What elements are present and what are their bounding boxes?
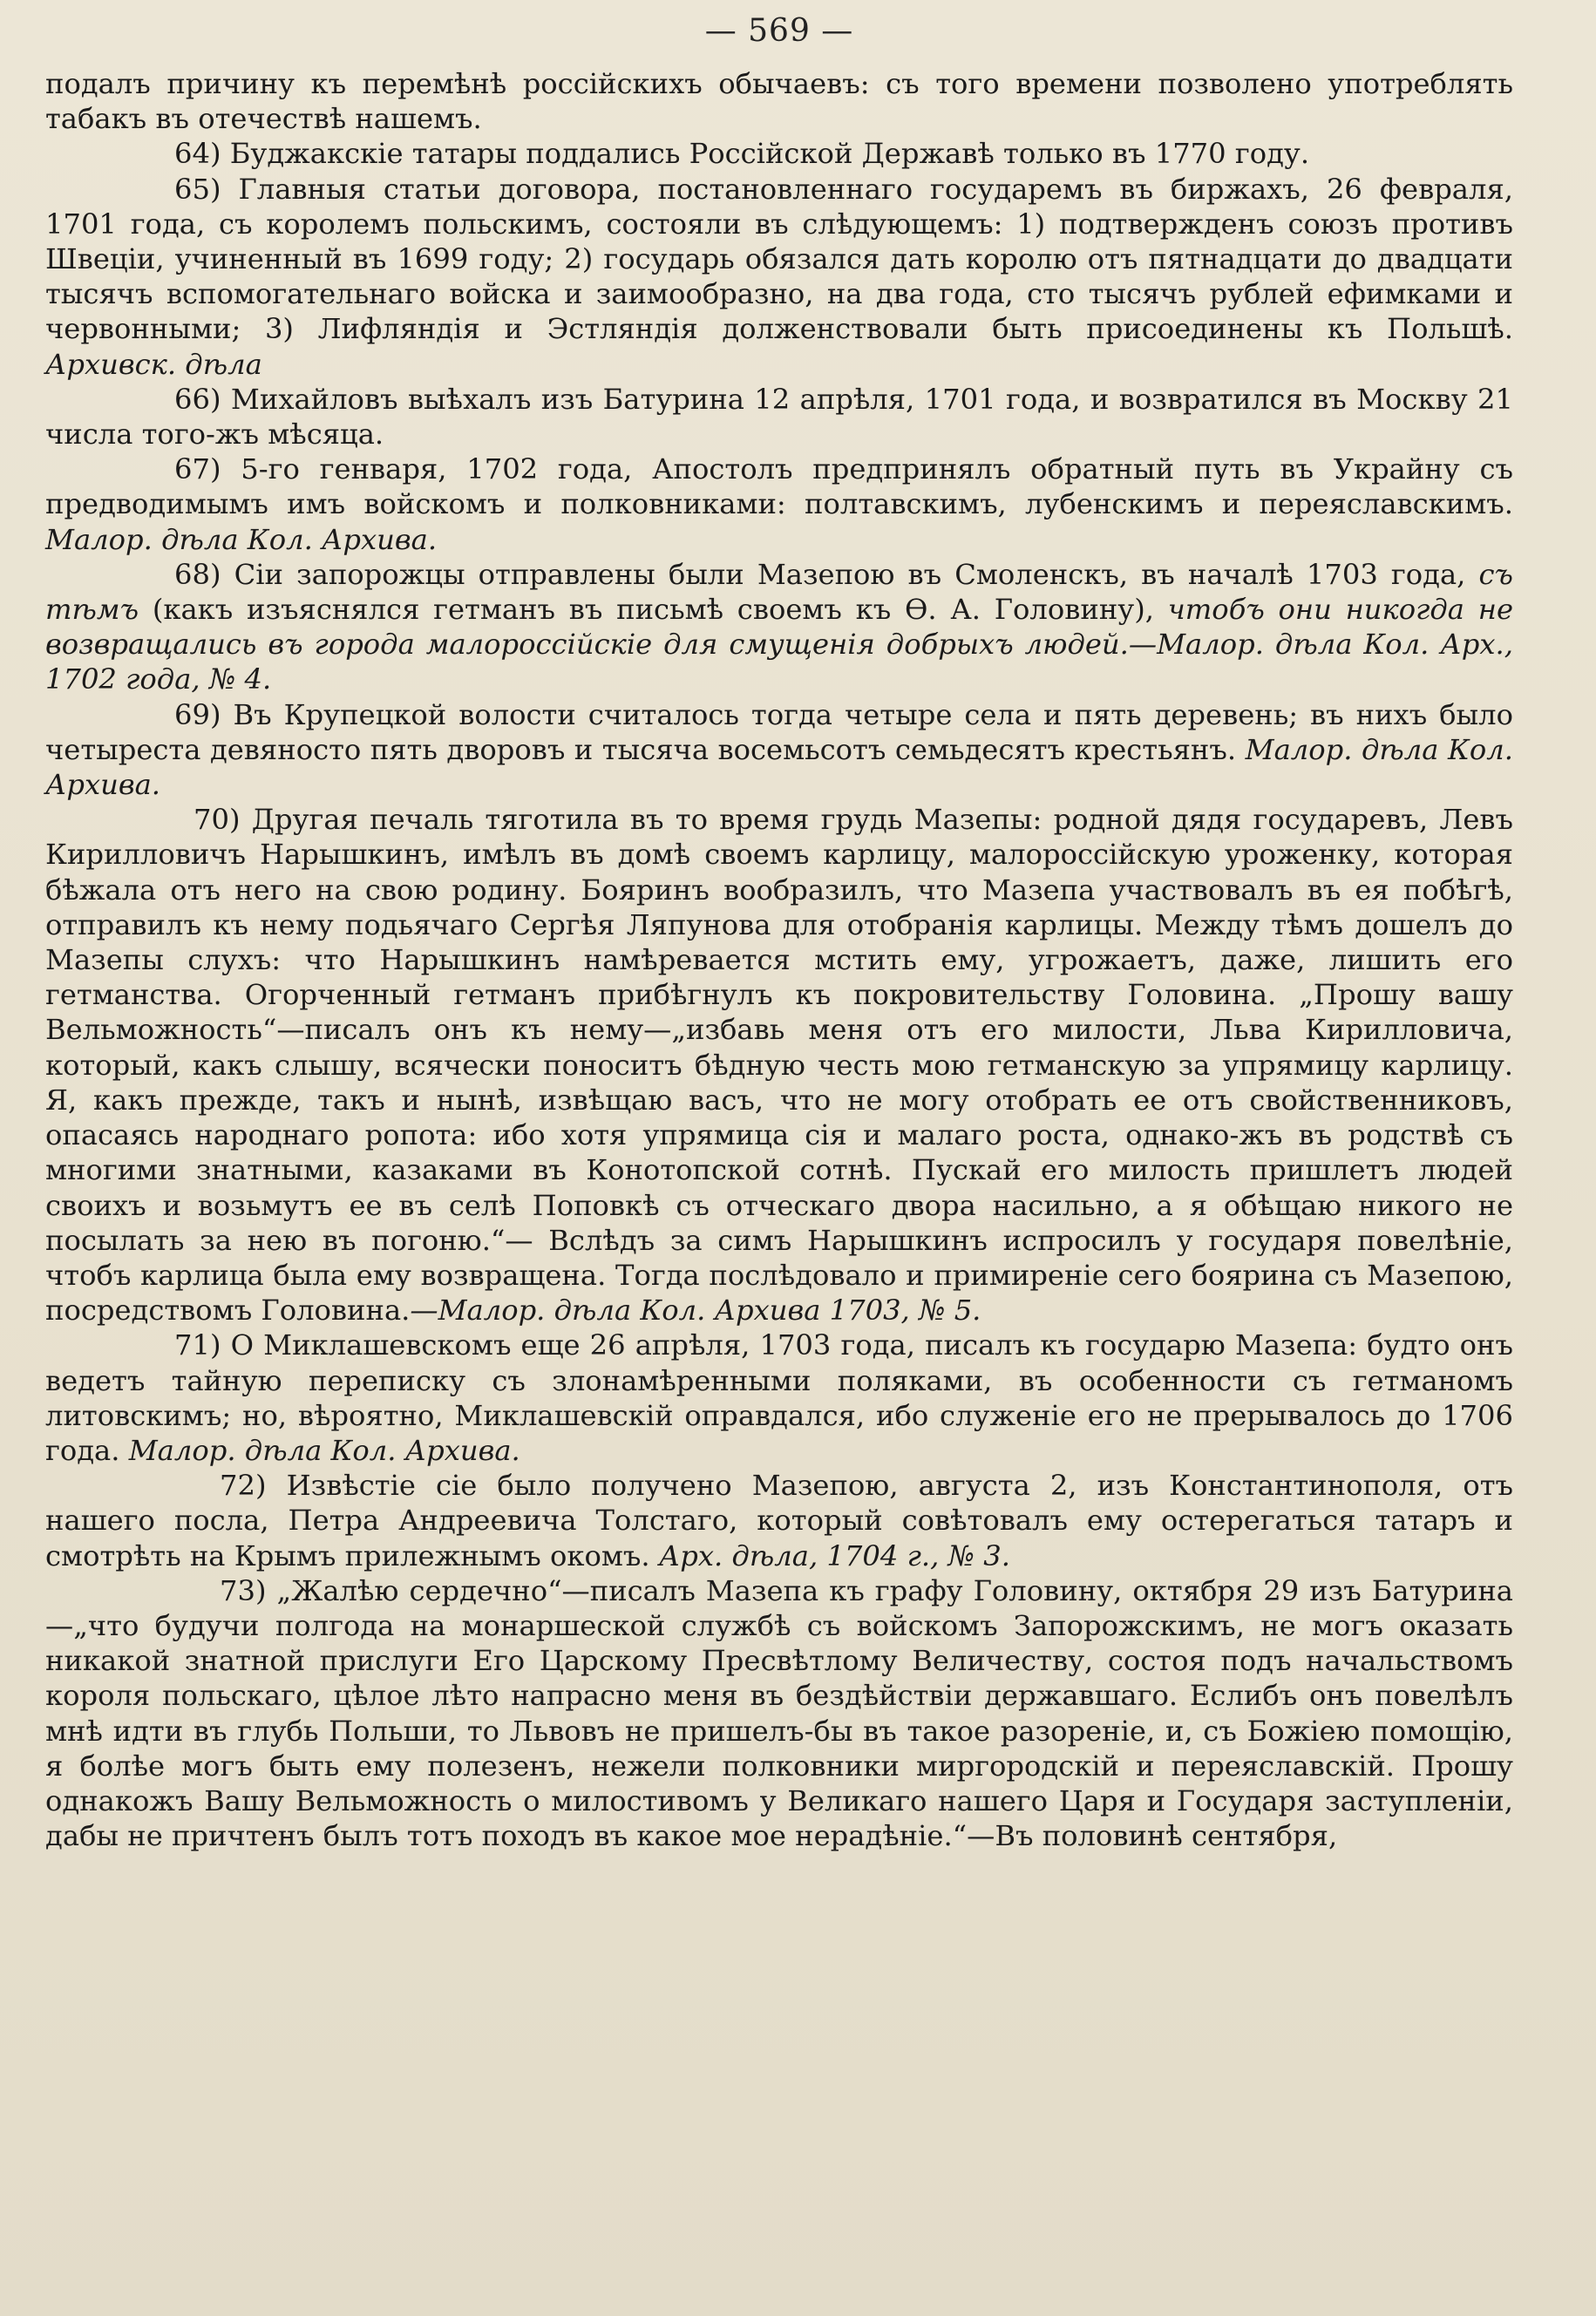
footnote-73 [45,1573,1513,1854]
note-text: 65) Главныя статьи договора, постановленнаго государемъ въ биржахъ, 26 февраля, 1701 года, съ королемъ польскимъ, состояли въ слѣдующемъ: 1) подтвержденъ союзъ противъ Швеціи, учиненный въ 1699 году; 2) государь обязался дать королю отъ пятнадцати до двадцати тысячъ вспомогательнаго войска и заимообразно, на два года, сто тысячъ рублей ефимками и червонными; 3) Лифляндія и Эстляндія долженствовали быть присоединены къ Польшѣ. [45,172,1513,346]
continued-note-text [45,66,1513,136]
footnote-71 [45,1328,1513,1468]
footnotes-body [45,66,1513,1853]
note-text: 64) Буджакскіе татары поддались Россійской Державѣ только въ 1770 году. [174,137,1310,171]
note-text: 67) 5-го генваря, 1702 года, Апостолъ предпринялъ обратный путь въ Украйну съ предводимымъ имъ войскомъ и полковниками: полтавскимъ, лубенскимъ и переяславскимъ. [45,452,1513,521]
source-citation: Арх. дѣла, 1704 г., № 3. [658,1538,1010,1572]
footnote-68 [45,557,1513,697]
note-text: 68) Сіи запорожцы отправлены были Мазепою въ Смоленскъ, въ началѣ 1703 года, [174,557,1479,591]
source-citation: Малор. дѣла Кол. Архива. [45,732,1513,802]
source-citation: Малор. дѣла Кол. Архива. [128,1433,520,1467]
source-citation: чтобъ они никогда не возвращались въ города малороссійскіе для смущенія добрыхъ людей.—Малор. дѣла Кол. Арх., 1702 года, № 4. [45,593,1514,696]
footnote-65 [45,172,1513,382]
footnote-66 [45,382,1513,452]
note-text: 66) Михайловъ выѣхалъ изъ Батурина 12 апрѣля, 1701 года, и возвратился въ Москву 21 числа того-жъ мѣсяца. [45,382,1513,452]
source-citation: Архивск. дѣла [45,347,262,381]
footnote-64 [45,136,1513,171]
note-text: 70) Другая печаль тяготила въ то время грудь Мазепы: родной дядя государевъ, Левъ Кирилловичъ Нарышкинъ, имѣлъ въ домѣ своемъ карлицу, малороссійскую уроженку, которая бѣжала отъ него на свою родину. Бояринъ вообразилъ, что Мазепа участвовалъ въ ея побѣгѣ, отправилъ къ нему подьячаго Сергѣя Ляпунова для отобранія карлицы. Между тѣмъ дошелъ до Мазепы слухъ: что Нарышкинъ намѣревается мстить ему, угрожаетъ, даже, лишить его гетманства. Огорченный гетманъ прибѣгнулъ къ покровительству Головина. „Прошу вашу Вельможность“—писалъ онъ къ нему—„избавь меня отъ его милости, Льва Кирилловича, который, какъ слышу, всячески поноситъ бѣдную честь мою гетманскую за упрямицу карлицу. Я, какъ прежде, такъ и нынѣ, извѣщаю васъ, что не могу отобрать ее отъ свойственниковъ, опасаясь народнаго ропота: ибо хотя упрямица сія и малаго роста, однако-жъ въ родствѣ съ многими знатными, казаками въ Конотопской сотнѣ. Пускай его милость пришлетъ людей своихъ и возьмутъ ее въ селѣ Поповкѣ съ отческаго двора насильно, а я обѣщаю никого не посылать за нею въ погоню.“— Вслѣдъ за симъ Нарышкинъ испросилъ у государя повелѣніе, чтобъ карлица была ему возвращена. Тогда послѣдовало и примиреніе сего боярина съ Мазепою, посредствомъ Головина. [45,803,1513,1328]
note-text: 72) Извѣстіе сіе было получено Мазепою, августа 2, изъ Константинополя, отъ нашего посла, Петра Андреевича Толстаго, который совѣтовалъ ему остерегаться татаръ и смотрѣть на Крымъ прилежнымъ окомъ. [45,1469,1513,1572]
footnote-70 [45,802,1513,1328]
note-text: 69) Въ Крупецкой волости считалось тогда четыре села и пять деревень; въ нихъ было четыреста девяносто пять дворовъ и тысяча восемьсотъ семьдесятъ крестьянъ. [45,697,1513,766]
source-citation: —Малор. дѣла Кол. Архива 1703, № 5. [410,1294,981,1328]
note-text: (какъ изъяснялся гетманъ въ письмѣ своемъ къ Ѳ. А. Головину), [139,593,1168,627]
source-citation: съ тѣмъ [45,557,1513,627]
footnote-67 [45,452,1513,557]
note-text: подалъ причину къ перемѣнѣ россійскихъ обычаевъ: съ того времени позволено употреблять табакъ въ отечествѣ нашемъ. [45,67,1513,136]
footnote-69 [45,697,1513,803]
page-number: — 569 — [704,13,854,49]
note-text: 71) О Миклашевскомъ еще 26 апрѣля, 1703 года, писалъ къ государю Мазепа: будто онъ ведетъ тайную переписку съ злонамѣренными поляками, въ особенности съ гетманомъ литовскимъ; но, вѣроятно, Миклашевскій оправдался, ибо служеніе его не прерывалось до 1706 года. [45,1328,1513,1467]
source-citation: Малор. дѣла Кол. Архива. [45,522,438,556]
footnote-72 [45,1468,1513,1573]
note-text: 73) „Жалѣю сердечно“—писалъ Мазепа къ графу Головину, октября 29 изъ Батурина—„что будучи полгода на монаршеской службѣ съ войскомъ Запорожскимъ, не могъ оказать никакой знатной прислуги Его Царскому Пресвѣтлому Величеству, состоя подъ начальствомъ короля польскаго, цѣлое лѣто напрасно меня въ бездѣйствіи державшаго. Еслибъ онъ повелѣлъ мнѣ идти въ глубь Польши, то Львовъ не пришелъ-бы въ такое разореніе, и, съ Божіею помощію, я болѣе могъ быть ему полезенъ, нежели полковники миргородскій и переяславскій. Прошу однакожъ Вашу Вельможность о милостивомъ у Великаго нашего Царя и Государя заступленіи, дабы не причтенъ былъ тотъ походъ въ какое мое нерадѣніе.“—Въ половинѣ сентября, [45,1573,1513,1853]
